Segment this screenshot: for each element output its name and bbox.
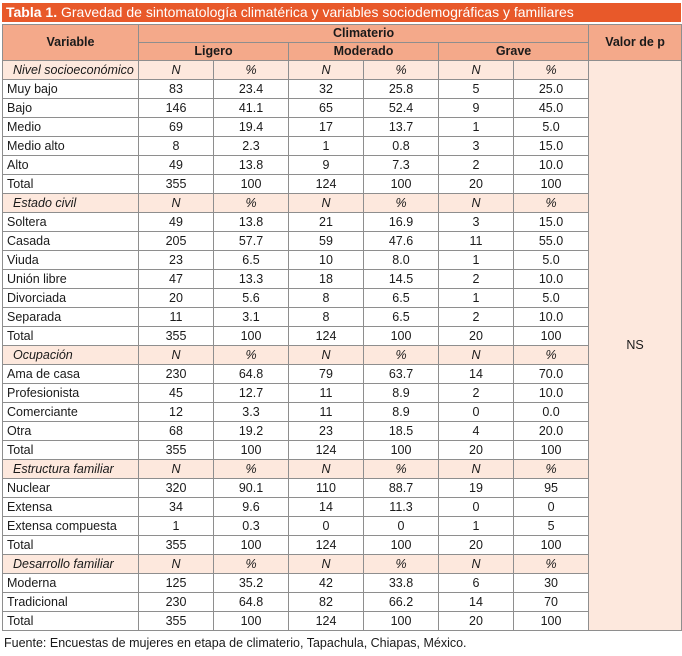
value-cell: 11.3	[364, 498, 439, 517]
table-row	[3, 175, 682, 194]
value-cell: 47.6	[364, 232, 439, 251]
table-title	[2, 3, 681, 22]
subheader-cell: %	[214, 555, 289, 574]
value-cell: 12.7	[214, 384, 289, 403]
value-cell: 30	[514, 574, 589, 593]
value-cell: 0	[514, 498, 589, 517]
subheader-cell: %	[214, 61, 289, 80]
table-row	[3, 441, 682, 460]
value-cell: 5.0	[514, 251, 589, 270]
value-cell: 5.0	[514, 118, 589, 137]
subheader-cell: N	[289, 460, 364, 479]
subheader-cell: N	[289, 194, 364, 213]
value-cell: 11	[139, 308, 214, 327]
value-cell: 100	[364, 441, 439, 460]
subheader-cell: %	[514, 460, 589, 479]
subheader-cell: N	[139, 194, 214, 213]
value-cell: 47	[139, 270, 214, 289]
value-cell: 35.2	[214, 574, 289, 593]
value-cell: 124	[289, 327, 364, 346]
value-cell: 9.6	[214, 498, 289, 517]
value-cell: 70.0	[514, 365, 589, 384]
subheader-cell: N	[139, 346, 214, 365]
value-cell: 7.3	[364, 156, 439, 175]
value-cell: 3	[439, 137, 514, 156]
value-cell: 23	[289, 422, 364, 441]
row-label: Casada	[3, 232, 139, 251]
header-variable: Variable	[3, 25, 139, 61]
value-cell: 2.3	[214, 137, 289, 156]
section-header-row	[3, 555, 682, 574]
row-label: Total	[3, 536, 139, 555]
table-row	[3, 308, 682, 327]
value-cell: 8	[289, 289, 364, 308]
table-row	[3, 593, 682, 612]
row-label: Medio	[3, 118, 139, 137]
value-cell: 230	[139, 365, 214, 384]
table-row	[3, 80, 682, 99]
value-cell: 100	[364, 175, 439, 194]
table-row	[3, 536, 682, 555]
subheader-cell: N	[439, 555, 514, 574]
subheader-cell: %	[364, 194, 439, 213]
value-cell: 45.0	[514, 99, 589, 118]
value-cell: 45	[139, 384, 214, 403]
value-cell: 14	[439, 365, 514, 384]
header-climaterio: Climaterio	[139, 25, 589, 43]
value-cell: 79	[289, 365, 364, 384]
table-row	[3, 156, 682, 175]
value-cell: 1	[289, 137, 364, 156]
table-body	[3, 61, 682, 631]
table-row	[3, 422, 682, 441]
table-footer: Fuente: Encuestas de mujeres en etapa de climaterio, Tapachula, Chiapas, México.	[4, 636, 467, 650]
subheader-cell: %	[214, 460, 289, 479]
subheader-cell: %	[514, 61, 589, 80]
value-cell: 2	[439, 270, 514, 289]
section-header-row	[3, 61, 682, 80]
value-cell: 65	[289, 99, 364, 118]
section-header-row	[3, 346, 682, 365]
subheader-cell: %	[364, 555, 439, 574]
value-cell: 100	[364, 327, 439, 346]
value-cell: 49	[139, 156, 214, 175]
value-cell: 13.8	[214, 213, 289, 232]
table-title-text: Gravedad de sintomatología climatérica y variables sociodemográficas y familiares	[57, 4, 574, 20]
value-cell: 19.4	[214, 118, 289, 137]
table-row	[3, 118, 682, 137]
value-cell: 33.8	[364, 574, 439, 593]
subheader-cell: N	[439, 460, 514, 479]
table-row	[3, 384, 682, 403]
section-header-row	[3, 194, 682, 213]
value-cell: 13.8	[214, 156, 289, 175]
table-row	[3, 327, 682, 346]
value-cell: 6.5	[364, 289, 439, 308]
value-cell: 320	[139, 479, 214, 498]
value-cell: 100	[514, 612, 589, 631]
value-cell: 0.3	[214, 517, 289, 536]
table-row	[3, 574, 682, 593]
section-name: Desarrollo familiar	[3, 555, 139, 574]
value-cell: 63.7	[364, 365, 439, 384]
table-row	[3, 99, 682, 118]
value-cell: 3.3	[214, 403, 289, 422]
value-cell: 57.7	[214, 232, 289, 251]
section-name: Estado civil	[3, 194, 139, 213]
table-row	[3, 232, 682, 251]
value-cell: 95	[514, 479, 589, 498]
value-cell: 0	[289, 517, 364, 536]
value-cell: 100	[214, 327, 289, 346]
subheader-cell: N	[439, 346, 514, 365]
value-cell: 17	[289, 118, 364, 137]
value-cell: 100	[514, 536, 589, 555]
subheader-cell: %	[214, 346, 289, 365]
pvalue-cell: NS	[589, 61, 682, 631]
value-cell: 6.5	[364, 308, 439, 327]
value-cell: 3.1	[214, 308, 289, 327]
value-cell: 5.6	[214, 289, 289, 308]
subheader-cell: %	[514, 194, 589, 213]
value-cell: 20	[439, 175, 514, 194]
value-cell: 70	[514, 593, 589, 612]
value-cell: 11	[289, 384, 364, 403]
value-cell: 100	[214, 536, 289, 555]
value-cell: 10.0	[514, 384, 589, 403]
table-row	[3, 498, 682, 517]
subheader-cell: %	[364, 460, 439, 479]
value-cell: 8.0	[364, 251, 439, 270]
value-cell: 355	[139, 536, 214, 555]
value-cell: 66.2	[364, 593, 439, 612]
value-cell: 205	[139, 232, 214, 251]
value-cell: 2	[439, 308, 514, 327]
value-cell: 8	[289, 308, 364, 327]
value-cell: 100	[514, 441, 589, 460]
row-label: Alto	[3, 156, 139, 175]
value-cell: 10	[289, 251, 364, 270]
value-cell: 0	[439, 498, 514, 517]
subheader-cell: %	[514, 346, 589, 365]
value-cell: 6.5	[214, 251, 289, 270]
value-cell: 18	[289, 270, 364, 289]
value-cell: 2	[439, 384, 514, 403]
value-cell: 355	[139, 612, 214, 631]
value-cell: 100	[514, 175, 589, 194]
section-name: Ocupación	[3, 346, 139, 365]
row-label: Medio alto	[3, 137, 139, 156]
value-cell: 68	[139, 422, 214, 441]
value-cell: 100	[214, 175, 289, 194]
value-cell: 110	[289, 479, 364, 498]
value-cell: 1	[439, 251, 514, 270]
subheader-cell: N	[439, 61, 514, 80]
row-label: Bajo	[3, 99, 139, 118]
table-row	[3, 479, 682, 498]
value-cell: 230	[139, 593, 214, 612]
row-label: Separada	[3, 308, 139, 327]
value-cell: 5	[514, 517, 589, 536]
value-cell: 3	[439, 213, 514, 232]
value-cell: 8.9	[364, 384, 439, 403]
value-cell: 15.0	[514, 213, 589, 232]
value-cell: 9	[289, 156, 364, 175]
value-cell: 11	[289, 403, 364, 422]
value-cell: 355	[139, 441, 214, 460]
value-cell: 23	[139, 251, 214, 270]
header-pvalue: Valor de p	[589, 25, 682, 61]
value-cell: 0	[439, 403, 514, 422]
subheader-cell: N	[289, 61, 364, 80]
value-cell: 25.0	[514, 80, 589, 99]
subheader-cell: %	[364, 346, 439, 365]
value-cell: 20	[439, 536, 514, 555]
subheader-cell: %	[514, 555, 589, 574]
row-label: Muy bajo	[3, 80, 139, 99]
value-cell: 10.0	[514, 308, 589, 327]
value-cell: 15.0	[514, 137, 589, 156]
value-cell: 49	[139, 213, 214, 232]
value-cell: 16.9	[364, 213, 439, 232]
header-group-ligero: Ligero	[139, 43, 289, 61]
value-cell: 88.7	[364, 479, 439, 498]
value-cell: 355	[139, 327, 214, 346]
value-cell: 10.0	[514, 156, 589, 175]
subheader-cell: N	[439, 194, 514, 213]
value-cell: 90.1	[214, 479, 289, 498]
value-cell: 100	[214, 612, 289, 631]
row-label: Total	[3, 327, 139, 346]
row-label: Moderna	[3, 574, 139, 593]
subheader-cell: N	[139, 61, 214, 80]
value-cell: 5.0	[514, 289, 589, 308]
header-group-grave: Grave	[439, 43, 589, 61]
value-cell: 20	[439, 612, 514, 631]
value-cell: 23.4	[214, 80, 289, 99]
value-cell: 14.5	[364, 270, 439, 289]
value-cell: 1	[139, 517, 214, 536]
table-row	[3, 213, 682, 232]
table-row	[3, 403, 682, 422]
row-label: Extensa	[3, 498, 139, 517]
section-name: Estructura familiar	[3, 460, 139, 479]
value-cell: 12	[139, 403, 214, 422]
row-label: Total	[3, 441, 139, 460]
value-cell: 0.0	[514, 403, 589, 422]
value-cell: 5	[439, 80, 514, 99]
value-cell: 41.1	[214, 99, 289, 118]
subheader-cell: N	[139, 460, 214, 479]
row-label: Tradicional	[3, 593, 139, 612]
subheader-cell: %	[364, 61, 439, 80]
value-cell: 10.0	[514, 270, 589, 289]
subheader-cell: N	[139, 555, 214, 574]
value-cell: 2	[439, 156, 514, 175]
value-cell: 100	[364, 612, 439, 631]
row-label: Divorciada	[3, 289, 139, 308]
value-cell: 9	[439, 99, 514, 118]
value-cell: 42	[289, 574, 364, 593]
value-cell: 13.7	[364, 118, 439, 137]
value-cell: 18.5	[364, 422, 439, 441]
row-label: Otra	[3, 422, 139, 441]
data-table	[2, 24, 682, 631]
value-cell: 1	[439, 118, 514, 137]
value-cell: 20	[439, 441, 514, 460]
table-title-prefix: Tabla 1.	[6, 4, 58, 20]
value-cell: 52.4	[364, 99, 439, 118]
value-cell: 146	[139, 99, 214, 118]
value-cell: 125	[139, 574, 214, 593]
row-label: Extensa compuesta	[3, 517, 139, 536]
table-row	[3, 251, 682, 270]
table-row	[3, 270, 682, 289]
row-label: Total	[3, 612, 139, 631]
value-cell: 20	[439, 327, 514, 346]
value-cell: 32	[289, 80, 364, 99]
section-name: Nivel socioeconómico	[3, 61, 139, 80]
table-row	[3, 365, 682, 384]
row-label: Total	[3, 175, 139, 194]
value-cell: 19	[439, 479, 514, 498]
value-cell: 20	[139, 289, 214, 308]
table-row	[3, 612, 682, 631]
value-cell: 64.8	[214, 593, 289, 612]
value-cell: 100	[364, 536, 439, 555]
value-cell: 83	[139, 80, 214, 99]
value-cell: 59	[289, 232, 364, 251]
value-cell: 124	[289, 612, 364, 631]
value-cell: 34	[139, 498, 214, 517]
subheader-cell: %	[214, 194, 289, 213]
row-label: Viuda	[3, 251, 139, 270]
value-cell: 13.3	[214, 270, 289, 289]
value-cell: 6	[439, 574, 514, 593]
value-cell: 0	[364, 517, 439, 536]
value-cell: 8	[139, 137, 214, 156]
value-cell: 55.0	[514, 232, 589, 251]
row-label: Ama de casa	[3, 365, 139, 384]
value-cell: 25.8	[364, 80, 439, 99]
value-cell: 8.9	[364, 403, 439, 422]
value-cell: 21	[289, 213, 364, 232]
table-row	[3, 289, 682, 308]
row-label: Nuclear	[3, 479, 139, 498]
subheader-cell: N	[289, 346, 364, 365]
value-cell: 355	[139, 175, 214, 194]
subheader-cell: N	[289, 555, 364, 574]
value-cell: 14	[439, 593, 514, 612]
value-cell: 100	[214, 441, 289, 460]
row-label: Profesionista	[3, 384, 139, 403]
row-label: Soltera	[3, 213, 139, 232]
value-cell: 1	[439, 517, 514, 536]
table-row	[3, 517, 682, 536]
table-row	[3, 137, 682, 156]
value-cell: 69	[139, 118, 214, 137]
value-cell: 4	[439, 422, 514, 441]
value-cell: 82	[289, 593, 364, 612]
row-label: Unión libre	[3, 270, 139, 289]
value-cell: 20.0	[514, 422, 589, 441]
row-label: Comerciante	[3, 403, 139, 422]
value-cell: 0.8	[364, 137, 439, 156]
header-group-moderado: Moderado	[289, 43, 439, 61]
value-cell: 11	[439, 232, 514, 251]
value-cell: 124	[289, 175, 364, 194]
value-cell: 124	[289, 536, 364, 555]
value-cell: 1	[439, 289, 514, 308]
value-cell: 14	[289, 498, 364, 517]
value-cell: 19.2	[214, 422, 289, 441]
value-cell: 124	[289, 441, 364, 460]
value-cell: 100	[514, 327, 589, 346]
value-cell: 64.8	[214, 365, 289, 384]
section-header-row	[3, 460, 682, 479]
